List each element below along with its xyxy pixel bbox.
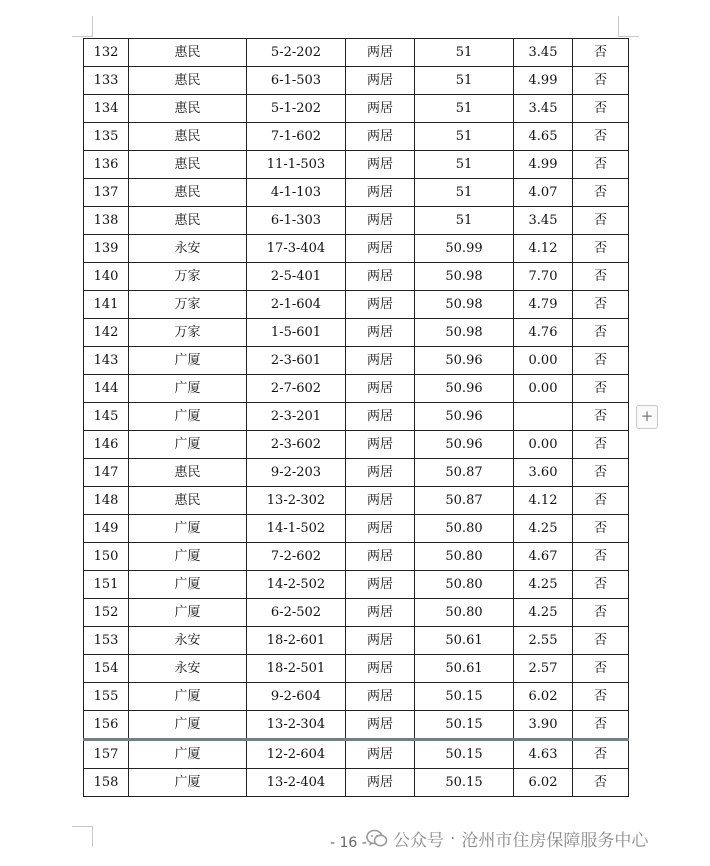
table-row — [84, 459, 629, 487]
table-row — [84, 235, 629, 263]
flag-value: 否 — [573, 291, 629, 319]
watermark-separator: · — [450, 828, 456, 849]
row-number: 153 — [84, 627, 129, 655]
flag-value: 否 — [573, 769, 629, 797]
area-value: 50.80 — [415, 571, 514, 599]
rent-value: 4.79 — [514, 291, 573, 319]
rent-value: 4.76 — [514, 319, 573, 347]
row-number: 149 — [84, 515, 129, 543]
table-row — [84, 571, 629, 599]
community-name: 惠民 — [129, 67, 247, 95]
row-number: 146 — [84, 431, 129, 459]
page-number: - 16 - — [330, 835, 367, 851]
row-number: 136 — [84, 151, 129, 179]
area-value: 51 — [415, 39, 514, 67]
rent-value: 0.00 — [514, 375, 573, 403]
flag-value: 否 — [573, 347, 629, 375]
flag-value: 否 — [573, 375, 629, 403]
layout-type: 两居 — [346, 235, 415, 263]
area-value: 50.96 — [415, 375, 514, 403]
community-name: 广厦 — [129, 347, 247, 375]
watermark — [366, 826, 648, 851]
layout-type: 两居 — [346, 655, 415, 683]
layout-type: 两居 — [346, 151, 415, 179]
community-name: 广厦 — [129, 599, 247, 627]
community-name: 广厦 — [129, 515, 247, 543]
area-value: 50.98 — [415, 263, 514, 291]
table-row — [84, 740, 629, 769]
community-name: 惠民 — [129, 95, 247, 123]
area-value: 50.98 — [415, 291, 514, 319]
table-body — [84, 39, 629, 797]
flag-value: 否 — [573, 235, 629, 263]
community-name: 广厦 — [129, 375, 247, 403]
flag-value: 否 — [573, 151, 629, 179]
flag-value: 否 — [573, 711, 629, 740]
table-row — [84, 95, 629, 123]
table-row — [84, 319, 629, 347]
community-name: 惠民 — [129, 487, 247, 515]
rent-value: 4.65 — [514, 123, 573, 151]
unit-code: 6-2-502 — [247, 599, 346, 627]
area-value: 50.98 — [415, 319, 514, 347]
unit-code: 18-2-501 — [247, 655, 346, 683]
layout-type: 两居 — [346, 67, 415, 95]
community-name: 万家 — [129, 263, 247, 291]
flag-value: 否 — [573, 319, 629, 347]
layout-type: 两居 — [346, 599, 415, 627]
unit-code: 12-2-604 — [247, 740, 346, 769]
table-row — [84, 431, 629, 459]
layout-type: 两居 — [346, 459, 415, 487]
flag-value: 否 — [573, 487, 629, 515]
layout-type: 两居 — [346, 39, 415, 67]
area-value: 50.15 — [415, 769, 514, 797]
wechat-logo-icon — [366, 829, 388, 849]
row-number: 141 — [84, 291, 129, 319]
area-value: 51 — [415, 179, 514, 207]
community-name: 永安 — [129, 627, 247, 655]
area-value: 50.96 — [415, 431, 514, 459]
area-value: 50.61 — [415, 655, 514, 683]
table-row — [84, 403, 629, 431]
rent-value: 2.57 — [514, 655, 573, 683]
table-row — [84, 487, 629, 515]
area-value: 51 — [415, 67, 514, 95]
flag-value: 否 — [573, 683, 629, 711]
community-name: 惠民 — [129, 179, 247, 207]
watermark-org: 沧州市住房保障服务中心 — [461, 831, 649, 851]
table-row — [84, 347, 629, 375]
unit-code: 2-3-201 — [247, 403, 346, 431]
row-number: 147 — [84, 459, 129, 487]
flag-value: 否 — [573, 123, 629, 151]
layout-type: 两居 — [346, 347, 415, 375]
row-number: 150 — [84, 543, 129, 571]
row-number: 135 — [84, 123, 129, 151]
row-number: 158 — [84, 769, 129, 797]
unit-code: 2-3-602 — [247, 431, 346, 459]
rent-value: 4.25 — [514, 515, 573, 543]
layout-type: 两居 — [346, 487, 415, 515]
unit-code: 2-7-602 — [247, 375, 346, 403]
rent-value: 4.63 — [514, 740, 573, 769]
layout-type: 两居 — [346, 403, 415, 431]
community-name: 广厦 — [129, 403, 247, 431]
community-name: 广厦 — [129, 543, 247, 571]
flag-value: 否 — [573, 459, 629, 487]
rent-value: 3.45 — [514, 39, 573, 67]
row-number: 156 — [84, 711, 129, 740]
row-number: 134 — [84, 95, 129, 123]
layout-type: 两居 — [346, 263, 415, 291]
rent-value: 3.60 — [514, 459, 573, 487]
flag-value: 否 — [573, 67, 629, 95]
row-number: 138 — [84, 207, 129, 235]
table-row — [84, 207, 629, 235]
row-number: 142 — [84, 319, 129, 347]
community-name: 广厦 — [129, 571, 247, 599]
layout-type: 两居 — [346, 291, 415, 319]
area-value: 51 — [415, 95, 514, 123]
area-value: 50.80 — [415, 599, 514, 627]
area-value: 50.15 — [415, 740, 514, 769]
table-row — [84, 291, 629, 319]
flag-value: 否 — [573, 543, 629, 571]
unit-code: 1-5-601 — [247, 319, 346, 347]
layout-type: 两居 — [346, 95, 415, 123]
layout-type: 两居 — [346, 769, 415, 797]
rent-value: 6.02 — [514, 683, 573, 711]
area-value: 50.99 — [415, 235, 514, 263]
housing-table — [83, 38, 629, 797]
flag-value: 否 — [573, 627, 629, 655]
unit-code: 13-2-404 — [247, 769, 346, 797]
area-value: 50.96 — [415, 347, 514, 375]
community-name: 惠民 — [129, 207, 247, 235]
table-row — [84, 627, 629, 655]
flag-value: 否 — [573, 515, 629, 543]
table-row — [84, 599, 629, 627]
watermark-source: 公众号 — [393, 831, 444, 851]
unit-code: 6-1-303 — [247, 207, 346, 235]
area-value: 50.61 — [415, 627, 514, 655]
row-number: 139 — [84, 235, 129, 263]
unit-code: 5-1-202 — [247, 95, 346, 123]
community-name: 永安 — [129, 235, 247, 263]
area-value: 50.15 — [415, 711, 514, 740]
row-number: 133 — [84, 67, 129, 95]
row-number: 140 — [84, 263, 129, 291]
community-name: 惠民 — [129, 151, 247, 179]
rent-value: 3.45 — [514, 207, 573, 235]
layout-type: 两居 — [346, 123, 415, 151]
unit-code: 11-1-503 — [247, 151, 346, 179]
unit-code: 2-3-601 — [247, 347, 346, 375]
rent-value: 4.99 — [514, 151, 573, 179]
rent-value: 4.07 — [514, 179, 573, 207]
rent-value: 7.70 — [514, 263, 573, 291]
row-number: 155 — [84, 683, 129, 711]
rent-value: 4.25 — [514, 599, 573, 627]
table-row — [84, 67, 629, 95]
unit-code: 13-2-302 — [247, 487, 346, 515]
unit-code: 7-1-602 — [247, 123, 346, 151]
row-number: 132 — [84, 39, 129, 67]
rent-value: 4.99 — [514, 67, 573, 95]
layout-type: 两居 — [346, 179, 415, 207]
row-number: 154 — [84, 655, 129, 683]
row-number: 157 — [84, 740, 129, 769]
flag-value: 否 — [573, 403, 629, 431]
row-number: 143 — [84, 347, 129, 375]
flag-value: 否 — [573, 263, 629, 291]
area-value: 51 — [415, 123, 514, 151]
row-number: 148 — [84, 487, 129, 515]
row-number: 137 — [84, 179, 129, 207]
unit-code: 4-1-103 — [247, 179, 346, 207]
table-row — [84, 711, 629, 740]
community-name: 广厦 — [129, 769, 247, 797]
flag-value: 否 — [573, 207, 629, 235]
community-name: 广厦 — [129, 711, 247, 740]
unit-code: 17-3-404 — [247, 235, 346, 263]
flag-value: 否 — [573, 740, 629, 769]
page-corner-mark-bottom-left — [72, 826, 93, 847]
table-row — [84, 151, 629, 179]
rent-value: 6.02 — [514, 769, 573, 797]
community-name: 惠民 — [129, 39, 247, 67]
flag-value: 否 — [573, 179, 629, 207]
flag-value: 否 — [573, 571, 629, 599]
layout-type: 两居 — [346, 207, 415, 235]
layout-type: 两居 — [346, 431, 415, 459]
unit-code: 14-2-502 — [247, 571, 346, 599]
layout-type: 两居 — [346, 740, 415, 769]
row-number: 145 — [84, 403, 129, 431]
community-name: 广厦 — [129, 740, 247, 769]
rent-value: 4.12 — [514, 235, 573, 263]
unit-code: 9-2-604 — [247, 683, 346, 711]
layout-type: 两居 — [346, 627, 415, 655]
rent-value: 0.00 — [514, 347, 573, 375]
layout-type: 两居 — [346, 515, 415, 543]
plus-icon: + — [640, 407, 654, 425]
page-corner-mark-top-right — [618, 16, 639, 37]
rent-value: 4.67 — [514, 543, 573, 571]
area-value: 50.87 — [415, 459, 514, 487]
flag-value: 否 — [573, 95, 629, 123]
add-row-button[interactable] — [636, 405, 658, 429]
flag-value: 否 — [573, 655, 629, 683]
rent-value: 0.00 — [514, 431, 573, 459]
table-row — [84, 263, 629, 291]
area-value: 50.80 — [415, 515, 514, 543]
community-name: 广厦 — [129, 431, 247, 459]
rent-value: 2.55 — [514, 627, 573, 655]
area-value: 51 — [415, 151, 514, 179]
area-value: 50.80 — [415, 543, 514, 571]
unit-code: 2-1-604 — [247, 291, 346, 319]
table-row — [84, 683, 629, 711]
rent-value: 4.25 — [514, 571, 573, 599]
rent-value: 4.12 — [514, 487, 573, 515]
layout-type: 两居 — [346, 543, 415, 571]
row-number: 144 — [84, 375, 129, 403]
table-row — [84, 123, 629, 151]
unit-code: 6-1-503 — [247, 67, 346, 95]
layout-type: 两居 — [346, 711, 415, 740]
community-name: 惠民 — [129, 123, 247, 151]
table-row — [84, 515, 629, 543]
layout-type: 两居 — [346, 375, 415, 403]
community-name: 惠民 — [129, 459, 247, 487]
flag-value: 否 — [573, 599, 629, 627]
unit-code: 9-2-203 — [247, 459, 346, 487]
rent-value: 3.90 — [514, 711, 573, 740]
table-row — [84, 655, 629, 683]
table-row — [84, 543, 629, 571]
row-number: 152 — [84, 599, 129, 627]
flag-value: 否 — [573, 431, 629, 459]
layout-type: 两居 — [346, 319, 415, 347]
unit-code: 2-5-401 — [247, 263, 346, 291]
community-name: 永安 — [129, 655, 247, 683]
row-number: 151 — [84, 571, 129, 599]
unit-code: 7-2-602 — [247, 543, 346, 571]
community-name: 广厦 — [129, 683, 247, 711]
unit-code: 5-2-202 — [247, 39, 346, 67]
layout-type: 两居 — [346, 571, 415, 599]
rent-value — [514, 403, 573, 431]
table-row — [84, 769, 629, 797]
unit-code: 18-2-601 — [247, 627, 346, 655]
table-row — [84, 375, 629, 403]
community-name: 万家 — [129, 319, 247, 347]
unit-code: 13-2-304 — [247, 711, 346, 740]
area-value: 50.15 — [415, 683, 514, 711]
area-value: 50.96 — [415, 403, 514, 431]
area-value: 51 — [415, 207, 514, 235]
layout-type: 两居 — [346, 683, 415, 711]
flag-value: 否 — [573, 39, 629, 67]
unit-code: 14-1-502 — [247, 515, 346, 543]
table-row — [84, 179, 629, 207]
rent-value: 3.45 — [514, 95, 573, 123]
area-value: 50.87 — [415, 487, 514, 515]
community-name: 万家 — [129, 291, 247, 319]
page-corner-mark-top-left — [72, 16, 93, 37]
table-row — [84, 39, 629, 67]
